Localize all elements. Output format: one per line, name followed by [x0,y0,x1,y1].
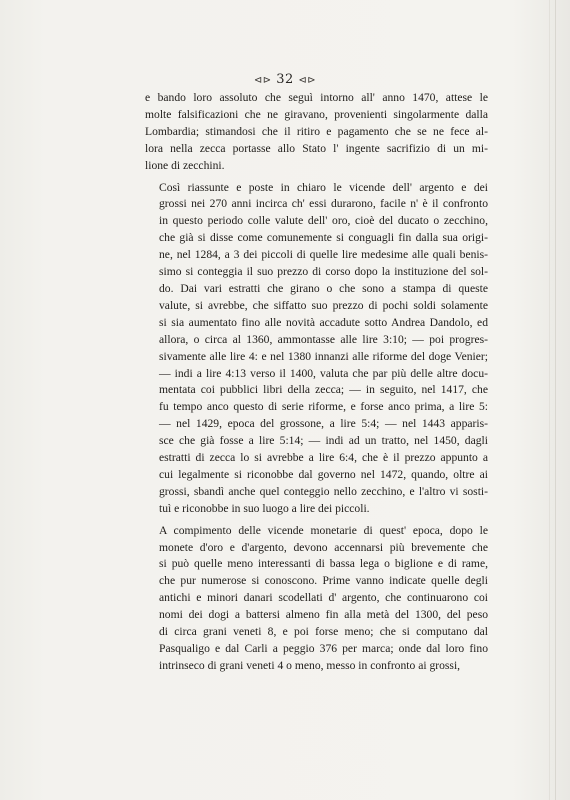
text-line: — nel 1429, epoca del grossone, a lire 5:4; — nel 1443 apparis- [159,417,488,431]
text-line: monete d'oro e d'argento, devono accennarsi più brevemente che [159,540,488,554]
text-line: valute, si avrebbe, che siffatto suo prezzo di pochi soldi solamente [159,298,488,312]
text-line: in questo periodo colle valute dell' oro, cioè del ducato o zecchino, [159,214,488,228]
text-line: do. Dai vari estratti che girano o che sono a stampa di queste [159,281,488,295]
text-line: Lombardia; stimandosi che il ritiro e pagamento che se ne fece al- [145,124,488,138]
page-edge-line [555,0,556,800]
text-line: lione di zecchini. [145,158,225,172]
text-line: ne, nel 1284, a 3 dei piccoli di quelle lire medesime alle quali benis- [159,248,488,262]
text-line: nomi dei dogi a battersi almeno fin alla metà del 1300, del peso [159,608,488,622]
text-line: cui legalmente si riconobbe dal governo nel 1472, quando, oltre ai [159,467,488,481]
text-line: grossi nei 270 anni incirca ch' essi durarono, facile n' è il confronto [159,197,488,211]
ornament-right: ⊲⊳ [298,75,317,86]
ornament-left: ⊲⊳ [253,75,272,86]
page-number-header [0,72,570,87]
paragraph [145,523,488,675]
page-number: 32 [276,72,294,87]
paragraph [145,90,488,175]
text-line: fu tempo anco questo di serie riforme, e forse anco prima, a lire 5: [159,400,488,414]
text-line: estratti di zecca lo si avrebbe a lire 6:4, che è il prezzo appunto a [159,451,488,465]
text-line: che pur numerose si conoscono. Prime vanno indicate quelle degli [159,574,488,588]
body-text [145,90,488,680]
text-line: Pasqualigo e dal Carli a peggio 376 per marca; onde dal loro fino [159,642,488,655]
text-line: sivamente alle lire 4: e nel 1380 innanzi alle riforme del doge Venier; [159,349,488,363]
text-line: e bando loro assoluto che seguì intorno all' anno 1470, attese le [145,91,488,104]
text-line: sce che già fosse a lire 5:14; — indi ad un tratto, nel 1450, dagli [159,434,488,448]
text-line: che già si disse come comunemente si conguagli fin dalla sua origi- [159,231,488,245]
text-line: si sia aumentato fino alle novità accadute sotto Andrea Dandolo, ed [159,315,488,329]
text-line: si può quelle meno interessanti di bassa lega o biglione e di rame, [159,557,488,571]
text-line: grossi, sbandì anche quel conteggio nello zecchino, e l'altro vi sosti- [159,484,488,498]
text-line: mentata coi pubblici libri della zecca; — in seguito, nel 1417, che [159,383,488,397]
text-line: allora, o circa al 1360, ammontasse alle lire 3:10; — poi progres- [159,332,488,346]
text-line: A compimento delle vicende monetarie di quest' epoca, dopo le [159,523,488,537]
text-line: — indi a lire 4:13 verso il 1400, valuta che par più delle altre docu- [159,366,488,380]
paragraph [145,180,488,518]
text-line: simo si conteggia il suo prezzo di corso dopo la instituzione del sol- [159,265,488,279]
text-line: antichi e minori danari scodellati d' argento, che continuarono coi [159,591,488,605]
text-line: molte falsificazioni che ne giravano, provenienti singolarmente dalla [145,107,488,121]
text-line: Così riassunte e poste in chiaro le vicende dell' argento e dei [159,180,488,194]
text-line: lora nella zecca portasse allo Stato l' ingente sacrifizio di un mi- [145,141,488,155]
text-line: tuì e riconobbe in suo luogo a lire dei piccoli. [159,501,370,515]
page-edge-line [549,0,550,800]
text-line: di circa grani veneti 8, e poi forse meno; che si computano dal [159,625,488,639]
text-line: intrinseco di grani veneti 4 o meno, messo in confronto ai grossi, [159,658,461,672]
